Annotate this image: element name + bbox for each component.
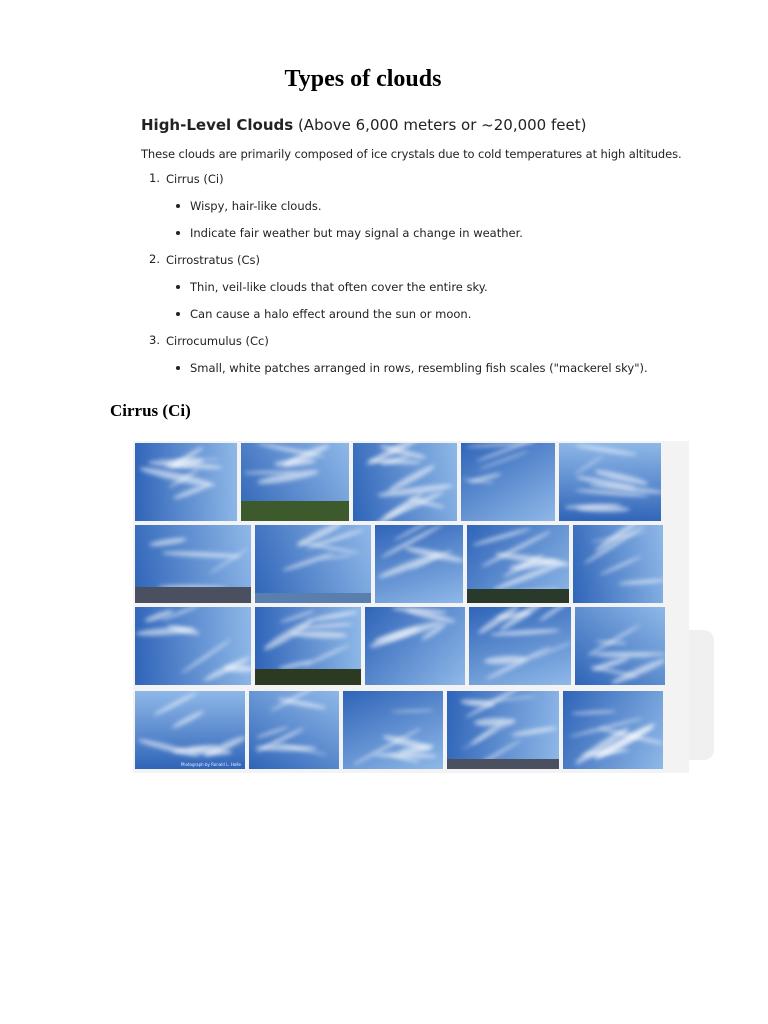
cloud-wisp	[583, 525, 648, 565]
cloud-type-name: Cirrocumulus (Cc)	[166, 334, 269, 348]
cloud-wisp	[162, 550, 241, 559]
cloud-wisp	[538, 607, 571, 622]
cirrus-photo	[573, 525, 663, 603]
bullet-list	[166, 360, 701, 376]
list-number: 2.	[149, 252, 160, 266]
bullet-text: Can cause a halo effect around the sun or moon.	[190, 307, 472, 321]
cirrus-photo	[135, 691, 245, 769]
section-heading-altitude: (Above 6,000 meters or ~20,000 feet)	[293, 116, 587, 134]
gallery-heading: Cirrus (Ci)	[110, 401, 191, 420]
cloud-wisp	[596, 641, 627, 645]
bullet-list	[166, 198, 701, 241]
list-number: 1.	[149, 171, 160, 185]
bullet-text: Small, white patches arranged in rows, resembling fish scales ("mackerel sky").	[190, 361, 648, 375]
bullet-icon	[176, 204, 180, 208]
section-heading-bold: High-Level Clouds	[141, 116, 294, 134]
cloud-wisp	[172, 482, 210, 500]
bullet-icon	[176, 231, 180, 235]
cirrus-photo	[249, 691, 339, 769]
bullet-item	[166, 225, 701, 241]
cirrus-photo-collage	[133, 441, 689, 773]
cirrus-photo	[559, 443, 661, 521]
cloud-wisp	[478, 449, 530, 470]
cloud-wisp	[149, 536, 187, 548]
bullet-item	[166, 306, 701, 322]
bullet-icon	[176, 312, 180, 316]
cirrus-photo	[353, 443, 457, 521]
ground-strip	[255, 593, 371, 603]
cloud-type-list	[141, 171, 701, 376]
cirrus-photo	[447, 691, 559, 769]
photo-credit: Photograph by Ronald L. Holle	[180, 762, 241, 767]
intro-paragraph: These clouds are primarily composed of ice crystals due to cold temperatures at high altitudes.	[141, 147, 682, 161]
cirrus-photo	[469, 607, 571, 685]
bullet-text: Thin, veil-like clouds that often cover the entire sky.	[190, 280, 488, 294]
bullet-text: Indicate fair weather but may signal a change in weather.	[190, 226, 523, 240]
bullet-item	[166, 279, 701, 295]
cirrus-photo	[135, 607, 251, 685]
cloud-wisp	[571, 710, 616, 715]
list-number: 3.	[149, 333, 160, 347]
cirrus-photo	[365, 607, 465, 685]
cloud-wisp	[510, 725, 556, 737]
cirrus-photo	[375, 525, 463, 603]
cirrus-photo	[135, 443, 237, 521]
cloud-wisp	[473, 718, 515, 727]
cirrus-photo	[467, 525, 569, 603]
bullet-item	[166, 360, 701, 376]
cirrus-photo	[461, 443, 555, 521]
cloud-wisp	[291, 630, 347, 639]
bullet-icon	[176, 366, 180, 370]
ground-strip	[447, 759, 559, 769]
cirrus-photo	[343, 691, 443, 769]
ground-strip	[241, 501, 349, 521]
cloud-wisp	[575, 443, 637, 456]
cloud-text-snippet	[141, 114, 701, 376]
cloud-wisp	[153, 691, 197, 716]
cirrus-photo	[575, 607, 665, 685]
bullet-list	[166, 279, 701, 322]
cirrus-photo	[255, 607, 361, 685]
bullet-item	[166, 198, 701, 214]
cloud-type-item	[141, 252, 701, 322]
cloud-wisp	[170, 709, 204, 730]
cloud-type-name: Cirrostratus (Cs)	[166, 253, 260, 267]
cirrus-photo	[255, 525, 371, 603]
cloud-type-item	[141, 333, 701, 376]
cirrus-photo	[563, 691, 663, 769]
bullet-text: Wispy, hair-like clouds.	[190, 199, 322, 213]
cloud-wisp	[282, 551, 335, 572]
ground-strip	[255, 669, 361, 685]
section-heading	[141, 114, 701, 136]
cloud-wisp	[600, 555, 643, 577]
cloud-type-name: Cirrus (Ci)	[166, 172, 224, 186]
ground-strip	[467, 589, 569, 603]
ground-strip	[135, 587, 251, 603]
page-title: Types of clouds	[284, 66, 442, 92]
cloud-wisp	[255, 744, 317, 751]
cirrus-photo	[241, 443, 349, 521]
cloud-type-item	[141, 171, 701, 241]
cloud-wisp	[303, 644, 351, 669]
cirrus-photo	[135, 525, 251, 603]
cloud-wisp	[391, 709, 434, 713]
cloud-wisp	[209, 548, 248, 575]
cloud-wisp	[466, 443, 536, 448]
cloud-wisp	[618, 579, 663, 587]
bullet-icon	[176, 285, 180, 289]
